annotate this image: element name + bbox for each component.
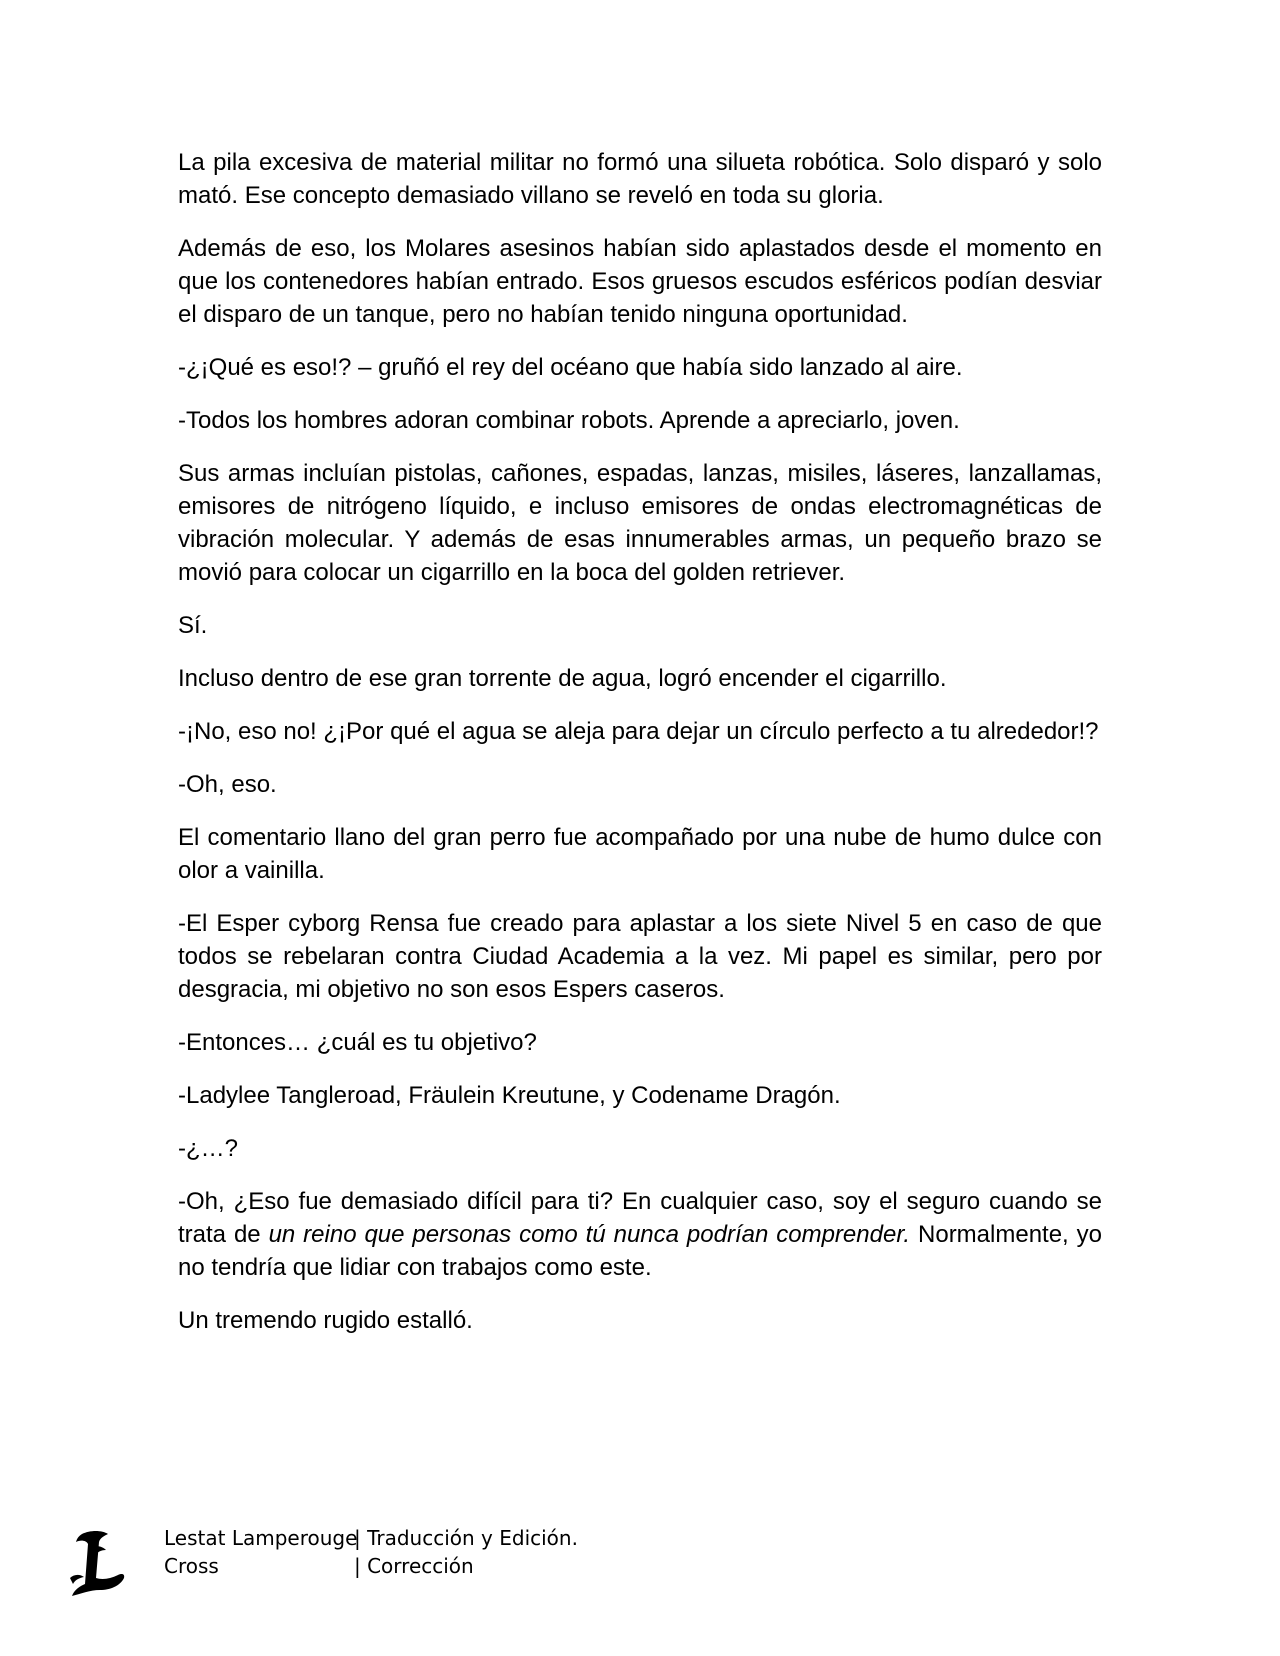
credit-name-2: Cross — [164, 1554, 219, 1578]
paragraph-15-italic: un reino que personas como tú nunca podrían comprender. — [268, 1221, 911, 1248]
page-footer — [68, 1524, 768, 1604]
paragraph-15 — [178, 1185, 1102, 1284]
paragraph-4: -Todos los hombres adoran combinar robots. Aprende a apreciarlo, joven. — [178, 407, 960, 434]
paragraph-14: -¿…? — [178, 1135, 238, 1162]
paragraph-15-end: Normalmente, yo no tendría que lidiar con trabajos como este. — [178, 1221, 1102, 1281]
credit-role-1: | Traducción y Edición. — [354, 1526, 578, 1550]
paragraph-13: -Ladylee Tangleroad, Fräulein Kreutune, y Codename Dragón. — [178, 1082, 841, 1109]
credit-row-2 — [164, 1552, 578, 1580]
credit-name-1: Lestat Lamperouge — [164, 1526, 358, 1550]
paragraph-6: Sí. — [178, 612, 208, 639]
paragraph-15-start: -Oh, ¿Eso fue demasiado difícil para ti? En cualquier caso, soy el seguro cuando se trata de — [178, 1188, 1102, 1248]
paragraph-8: -¡No, eso no! ¿¡Por qué el agua se aleja para dejar un círculo perfecto a tu alrededor!? — [178, 718, 1099, 745]
page-body — [178, 146, 1102, 1357]
credit-row-1 — [164, 1524, 578, 1552]
paragraph-9: -Oh, eso. — [178, 771, 277, 798]
paragraph-1: La pila excesiva de material militar no formó una silueta robótica. Solo disparó y solo mató. Ese concepto demasiado villano se reveló en toda su gloria. — [178, 149, 1102, 209]
paragraph-12: -Entonces… ¿cuál es tu objetivo? — [178, 1029, 537, 1056]
credit-role-2: | Corrección — [354, 1554, 474, 1578]
paragraph-16: Un tremendo rugido estalló. — [178, 1307, 473, 1334]
paragraph-2: Además de eso, los Molares asesinos habían sido aplastados desde el momento en que los contenedores habían entrado. Esos gruesos escudos esféricos podían desviar el disparo de un tanque, pero no habían tenido ninguna oportunidad. — [178, 235, 1102, 328]
gothic-letter-l-icon — [68, 1528, 128, 1598]
paragraph-11: -El Esper cyborg Rensa fue creado para aplastar a los siete Nivel 5 en caso de que todos se rebelaran contra Ciudad Academia a la vez. Mi papel es similar, pero por desgracia, mi objetivo no son esos Espers caseros. — [178, 910, 1102, 1003]
paragraph-10: El comentario llano del gran perro fue acompañado por una nube de humo dulce con olor a vainilla. — [178, 824, 1102, 884]
paragraph-5: Sus armas incluían pistolas, cañones, espadas, lanzas, misiles, láseres, lanzallamas, emisores de nitrógeno líquido, e incluso emisores de ondas electromagnéticas de vibración molecular. Y además de esas innumerables armas, un pequeño brazo se movió para colocar un cigarrillo en la boca del golden retriever. — [178, 460, 1102, 586]
paragraph-7: Incluso dentro de ese gran torrente de agua, logró encender el cigarrillo. — [178, 665, 947, 692]
paragraph-3: -¿¡Qué es eso!? – gruñó el rey del océano que había sido lanzado al aire. — [178, 354, 963, 381]
credits — [164, 1524, 578, 1580]
